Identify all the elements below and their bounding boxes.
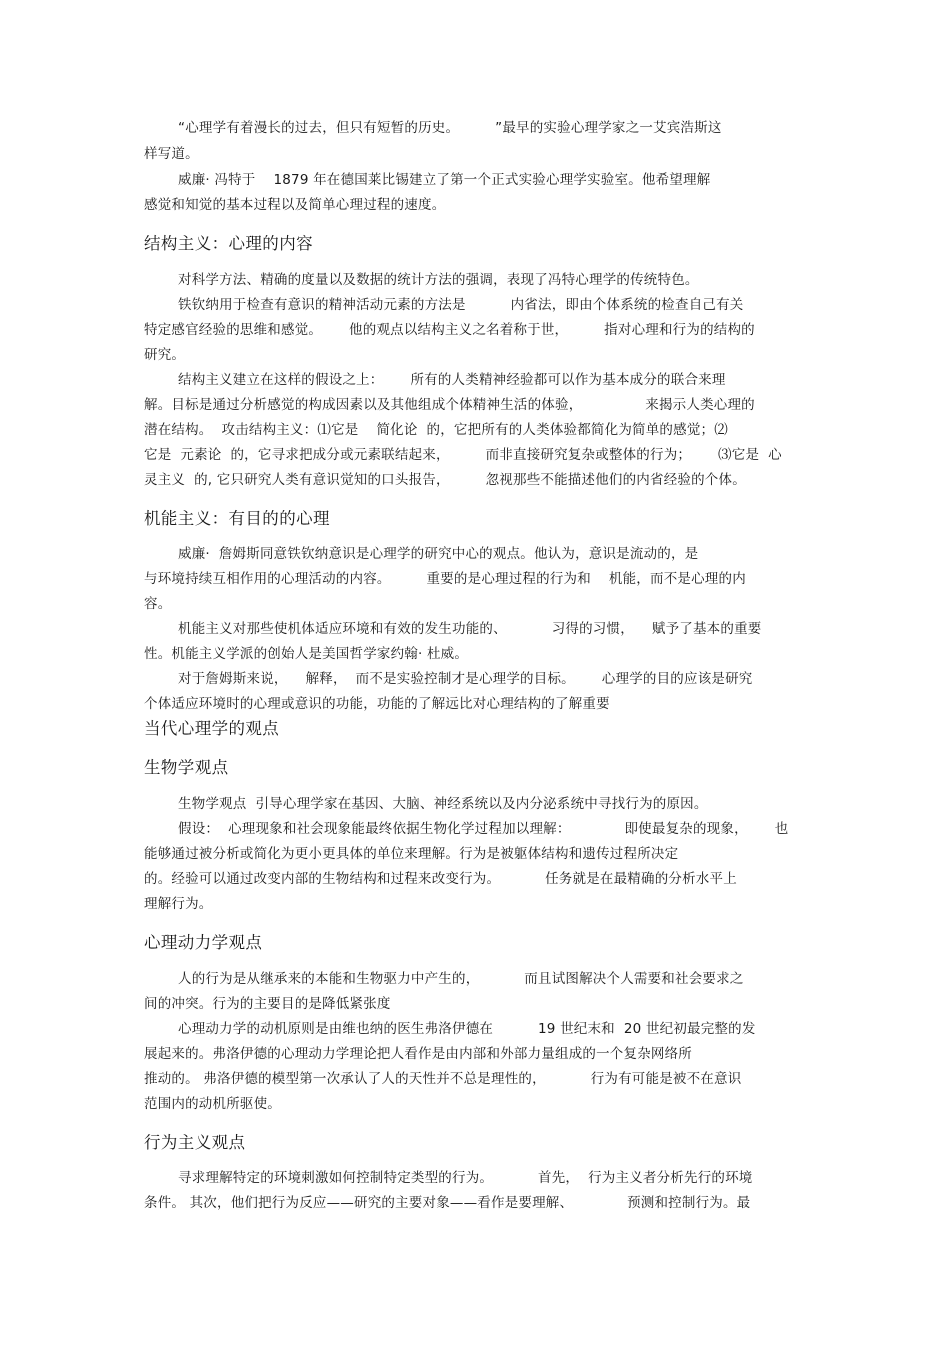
paragraph-line: 感觉和知觉的基本过程以及简单心理过程的速度。 <box>144 197 446 213</box>
paragraph-line: 条件。 其次，他们把行为反应——研究的主要对象——看作是要理解、 预测和控制行为。最 <box>144 1195 751 1211</box>
section-heading: 行为主义观点 <box>144 1133 246 1152</box>
paragraph-line: 能够通过被分析或简化为更小更具体的单位来理解。行为是被躯体结构和遗传过程所决定 <box>144 846 679 862</box>
paragraph-line: 结构主义建立在这样的假设之上： 所有的人类精神经验都可以作为基本成分的联合来理 <box>178 372 726 388</box>
paragraph-line: 推动的。 弗洛伊德的模型第一次承认了人的天性并不总是理性的， 行为有可能是被不在意识 <box>144 1071 742 1087</box>
paragraph-line: 心理动力学的动机原则是由维也纳的医生弗洛伊德在 19 世纪末和 20 世纪初最完整的发 <box>178 1021 756 1037</box>
paragraph-line: 理解行为。 <box>144 896 213 912</box>
section-heading: 结构主义：心理的内容 <box>144 234 313 253</box>
paragraph-line: 潜在结构。 攻击结构主义：⑴它是 简化论 的，它把所有的人类体验都简化为简单的感觉；⑵ <box>144 422 728 438</box>
paragraph-line: 样写道。 <box>144 146 199 162</box>
paragraph-line: 灵主义 的, 它只研究人类有意识觉知的口头报告， 忽视那些不能描述他们的内省经验的个体。 <box>144 472 746 488</box>
paragraph-line: 机能主义对那些使机体适应环境和有效的发生功能的、 习得的习惯， 赋予了基本的重要 <box>178 621 762 637</box>
paragraph-line: 铁钦纳用于检查有意识的精神活动元素的方法是 内省法，即由个体系统的检查自己有关 <box>178 297 744 313</box>
paragraph-line: 个体适应环境时的心理或意识的功能，功能的了解远比对心理结构的了解重要 <box>144 696 610 712</box>
section-heading: 机能主义：有目的的心理 <box>144 509 330 528</box>
paragraph-line: 假设： 心理现象和社会现象能最终依据生物化学过程加以理解： 即使最复杂的现象， 也 <box>178 821 789 837</box>
paragraph-line: 范围内的动机所驱使。 <box>144 1096 281 1112</box>
paragraph-line: “心理学有着漫长的过去，但只有短暂的历史。 ”最早的实验心理学家之一艾宾浩斯这 <box>178 120 722 136</box>
paragraph-line: 生物学观点 引导心理学家在基因、大脑、神经系统以及内分泌系统中寻找行为的原因。 <box>178 796 708 812</box>
paragraph-line: 研究。 <box>144 347 186 363</box>
paragraph-line: 人的行为是从继承来的本能和生物驱力中产生的， 而且试图解决个人需要和社会要求之 <box>178 971 744 987</box>
paragraph-line: 寻求理解特定的环境刺激如何控制特定类型的行为。 首先， 行为主义者分析先行的环境 <box>178 1170 753 1186</box>
paragraph-line: 与环境持续互相作用的心理活动的内容。 重要的是心理过程的行为和 机能，而不是心理的内 <box>144 571 746 587</box>
paragraph-line: 展起来的。弗洛伊德的心理动力学理论把人看作是由内部和外部力量组成的一个复杂网络所 <box>144 1046 692 1062</box>
paragraph-line: 解。目标是通过分析感觉的构成因素以及其他组成个体精神生活的体验， 来揭示人类心理的 <box>144 397 755 413</box>
paragraph-line: 对科学方法、精确的度量以及数据的统计方法的强调，表现了冯特心理学的传统特色。 <box>178 272 699 288</box>
section-heading: 当代心理学的观点 <box>144 719 280 738</box>
paragraph-line: 对于詹姆斯来说， 解释， 而不是实验控制才是心理学的目标。 心理学的目的应该是研究 <box>178 671 753 687</box>
section-heading: 心理动力学观点 <box>144 933 263 952</box>
paragraph-line: 特定感官经验的思维和感觉。 他的观点以结构主义之名着称于世， 指对心理和行为的结构的 <box>144 322 755 338</box>
paragraph-line: 间的冲突。行为的主要目的是降低紧张度 <box>144 996 391 1012</box>
paragraph-line: 的。经验可以通过改变内部的生物结构和过程来改变行为。 任务就是在最精确的分析水平上 <box>144 871 737 887</box>
section-heading: 生物学观点 <box>144 758 229 777</box>
paragraph-line: 威廉· 詹姆斯同意铁钦纳意识是心理学的研究中心的观点。他认为，意识是流动的，是 <box>178 546 699 562</box>
paragraph-line: 容。 <box>144 596 172 612</box>
paragraph-line: 威廉· 冯特于 1879 年在德国莱比锡建立了第一个正式实验心理学实验室。他希望理解 <box>178 172 711 188</box>
paragraph-line: 它是 元素论 的，它寻求把成分或元素联结起来， 而非直接研究复杂或整体的行为； ⑶它是 心 <box>144 447 782 463</box>
paragraph-line: 性。机能主义学派的创始人是美国哲学家约翰· 杜威。 <box>144 646 469 662</box>
